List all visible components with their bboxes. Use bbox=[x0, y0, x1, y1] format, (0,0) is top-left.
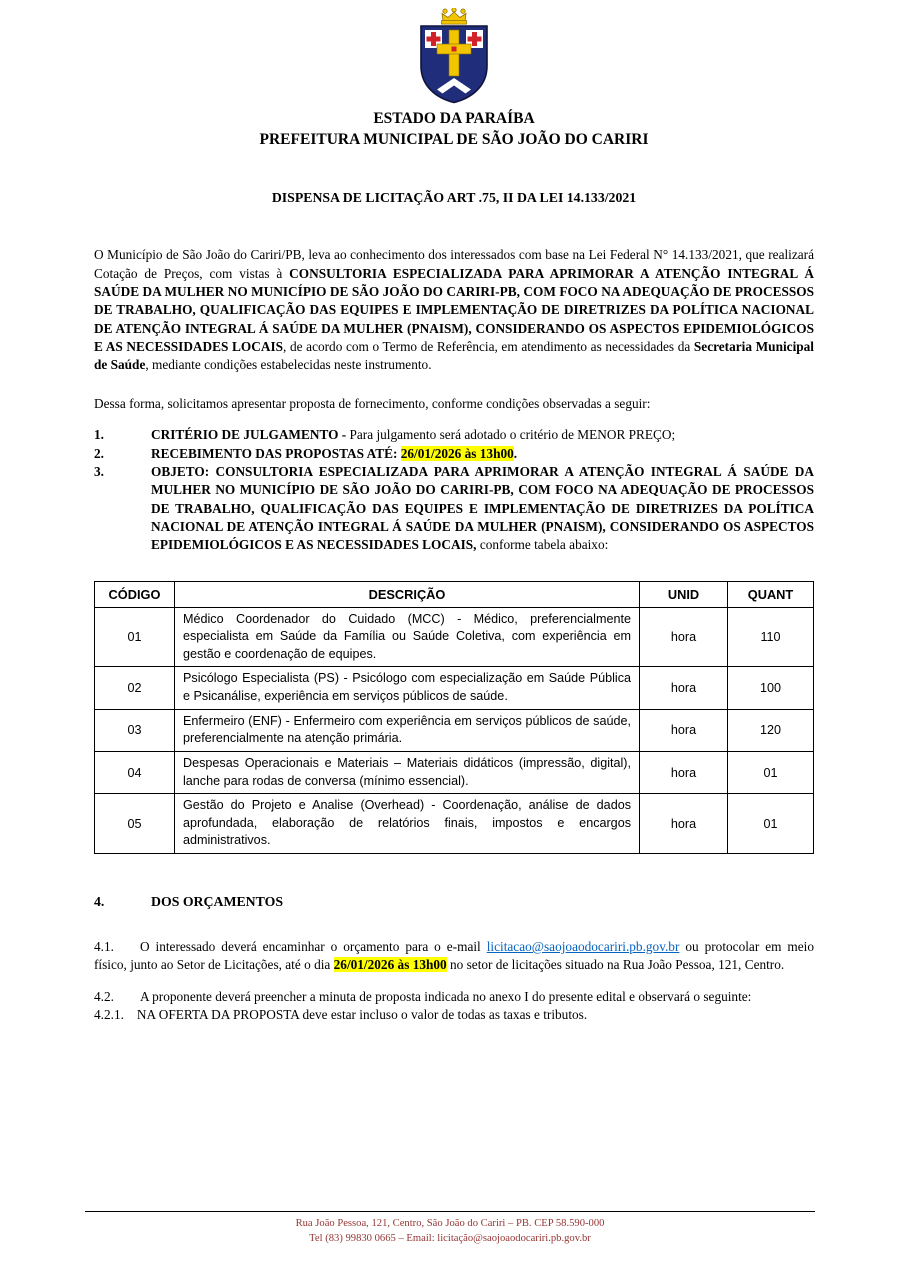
cell-codigo: 04 bbox=[95, 751, 175, 793]
cell-descricao: Enfermeiro (ENF) - Enfermeiro com experiência em serviços públicos de saúde, preferencialmente na atenção primária. bbox=[175, 709, 640, 751]
deadline-highlight: 26/01/2026 às 13h00 bbox=[400, 445, 514, 461]
state-name: ESTADO DA PARAÍBA bbox=[373, 110, 535, 127]
item-recebimento-propostas bbox=[94, 445, 814, 463]
item-number: 1. bbox=[94, 427, 104, 443]
intro-text-3: , mediante condições estabelecidas neste instrumento. bbox=[145, 357, 432, 373]
cell-unid: hora bbox=[640, 667, 728, 709]
intro-text-2: , de acordo com o Termo de Referência, em atendimento as necessidades da bbox=[283, 338, 694, 354]
table-row bbox=[95, 751, 814, 793]
item-criterio-text: Para julgamento será adotado o critério de MENOR PREÇO; bbox=[349, 427, 676, 443]
intro-object-bold: CONSULTORIA ESPECIALIZADA PARA APRIMORAR A ATENÇÃO INTEGRAL Á SAÚDE DA MULHER NO MUNICÍPIO DE SÃO JOÃO DO CARIRI-PB, COM FOCO NA ADEQUAÇÃO DE PROCESSOS DE TRABALHO, QUALIFICAÇÃO DAS EQUIPES E IMPLEMENTAÇÃO DE DIRETRIZES DA POLÍTICA NACIONAL DE ATENÇÃO INTEGRAL Á SAÚDE DA MULHER (PNAISM), CONSIDERANDO OS ASPECTOS EPIDEMIOLÓGICOS E AS NECESSIDADES LOCAIS bbox=[94, 265, 815, 354]
paragraph-4-2-1 bbox=[94, 1006, 814, 1024]
footer-rule bbox=[85, 1211, 815, 1212]
table-header-unid: UNID bbox=[640, 581, 728, 607]
p41-text-1: O interessado deverá encaminhar o orçamento para o e-mail bbox=[139, 939, 487, 955]
table-row bbox=[95, 794, 814, 854]
table-row bbox=[95, 709, 814, 751]
table-header-row bbox=[95, 581, 814, 607]
cell-codigo: 05 bbox=[95, 794, 175, 854]
cell-descricao: Psicólogo Especialista (PS) - Psicólogo com especialização em Saúde Pública e Psicanálise, experiência em serviços públicos de saúde. bbox=[175, 667, 640, 709]
item-objeto-text: conforme tabela abaixo: bbox=[476, 537, 609, 553]
table-header-codigo: CÓDIGO bbox=[95, 581, 175, 607]
cell-codigo: 02 bbox=[95, 667, 175, 709]
coat-of-arms bbox=[415, 8, 493, 104]
intro-secretaria-bold: Secretaria Municipal de Saúde bbox=[94, 338, 814, 373]
cell-quant: 110 bbox=[728, 607, 814, 667]
section-4-number: 4. bbox=[94, 894, 105, 910]
cell-quant: 120 bbox=[728, 709, 814, 751]
item-recebimento-end: . bbox=[513, 445, 518, 461]
p41-text-3: no setor de licitações situado na Rua João Pessoa, 121, Centro. bbox=[446, 957, 785, 973]
footer-contact: Tel (83) 99830 0665 – Email: licitação@saojoaodocariri.pb.gov.br bbox=[309, 1233, 591, 1245]
cell-codigo: 03 bbox=[95, 709, 175, 751]
p42-text: A proponente deverá preencher a minuta de proposta indicada no anexo I do presente edital e observará o seguinte: bbox=[139, 989, 752, 1005]
cell-unid: hora bbox=[640, 709, 728, 751]
p421-text: NA OFERTA DA PROPOSTA deve estar incluso o valor de todas as taxas e tributos. bbox=[136, 1007, 588, 1023]
p41-text-2: ou protocolar em meio físico, junto ao Setor de Licitações, até o dia bbox=[94, 939, 814, 973]
municipality-name: PREFEITURA MUNICIPAL DE SÃO JOÃO DO CARIRI bbox=[259, 131, 649, 149]
paragraph-4-2 bbox=[94, 988, 814, 1006]
cell-descricao: Despesas Operacionais e Materiais – Materiais didáticos (impressão, digital), lanche para rodas de conversa (mínimo essencial). bbox=[175, 751, 640, 793]
crest-crown-icon bbox=[442, 8, 467, 24]
page-header bbox=[94, 8, 814, 150]
item-objeto bbox=[94, 463, 814, 555]
page-footer bbox=[0, 1211, 900, 1247]
intro-text-1: O Município de São João do Cariri/PB, leva ao conhecimento dos interessados com base na Lei Federal N° 14.133/2021, que realizará Cotação de Preços, com vistas à bbox=[94, 247, 814, 281]
cell-descricao: Gestão do Projeto e Analise (Overhead) - Coordenação, análise de dados aprofundada, elaboração de relatórios finais, impostos e encargos administrativos. bbox=[175, 794, 640, 854]
item-criterio-label: CRITÉRIO DE JULGAMENTO - bbox=[151, 427, 350, 443]
item-recebimento-label: RECEBIMENTO DAS PROPOSTAS ATÉ: bbox=[151, 445, 401, 461]
items-table bbox=[94, 581, 814, 855]
cell-codigo: 01 bbox=[95, 607, 175, 667]
conditions-list bbox=[94, 426, 814, 554]
paragraph-4-1-number: 4.1. bbox=[94, 939, 114, 955]
table-header-descricao: DESCRIÇÃO bbox=[175, 581, 640, 607]
email-link[interactable]: licitacao@saojoaodocariri.pb.gov.br bbox=[486, 939, 680, 955]
footer-address: Rua João Pessoa, 121, Centro, São João do Cariri – PB. CEP 58.590-000 bbox=[295, 1218, 605, 1230]
item-number: 2. bbox=[94, 445, 104, 461]
cell-descricao: Médico Coordenador do Cuidado (MCC) - Médico, preferencialmente especialista em Saúde da Família ou Saúde Coletiva, com experiência em gestão e coordenação de equipes. bbox=[175, 607, 640, 667]
intro-paragraph bbox=[94, 246, 814, 374]
cell-unid: hora bbox=[640, 607, 728, 667]
deadline-highlight: 26/01/2026 às 13h00 bbox=[333, 957, 447, 973]
paragraph-4-2-1-number: 4.2.1. bbox=[94, 1007, 124, 1023]
section-4-heading bbox=[94, 894, 814, 910]
item-criterio-julgamento bbox=[94, 426, 814, 444]
request-line: Dessa forma, solicitamos apresentar proposta de fornecimento, conforme condições observadas a seguir: bbox=[94, 395, 651, 411]
item-number: 3. bbox=[94, 463, 104, 479]
document-title: DISPENSA DE LICITAÇÃO ART .75, II DA LEI 14.133/2021 bbox=[271, 190, 637, 206]
cell-quant: 01 bbox=[728, 794, 814, 854]
cell-unid: hora bbox=[640, 751, 728, 793]
section-4-title: DOS ORÇAMENTOS bbox=[151, 894, 283, 910]
table-header-quant: QUANT bbox=[728, 581, 814, 607]
cell-quant: 100 bbox=[728, 667, 814, 709]
crest-shield-icon bbox=[421, 26, 487, 103]
cell-unid: hora bbox=[640, 794, 728, 854]
paragraph-4-1 bbox=[94, 938, 814, 975]
table-row bbox=[95, 607, 814, 667]
table-row bbox=[95, 667, 814, 709]
paragraph-4-2-number: 4.2. bbox=[94, 989, 114, 1005]
cell-quant: 01 bbox=[728, 751, 814, 793]
item-objeto-label: OBJETO: CONSULTORIA ESPECIALIZADA PARA APRIMORAR A ATENÇÃO INTEGRAL Á SAÚDE DA MULHER NO MUNICÍPIO DE SÃO JOÃO DO CARIRI-PB, COM FOCO NA ADEQUAÇÃO DE PROCESSOS DE TRABALHO, QUALIFICAÇÃO DAS EQUIPES E IMPLEMENTAÇÃO DE DIRETRIZES DA POLÍTICA NACIONAL DE ATENÇÃO INTEGRAL Á SAÚDE DA MULHER (PNAISM), CONSIDERANDO OS ASPECTOS EPIDEMIOLÓGICOS E AS NECESSIDADES LOCAIS, bbox=[151, 463, 814, 553]
